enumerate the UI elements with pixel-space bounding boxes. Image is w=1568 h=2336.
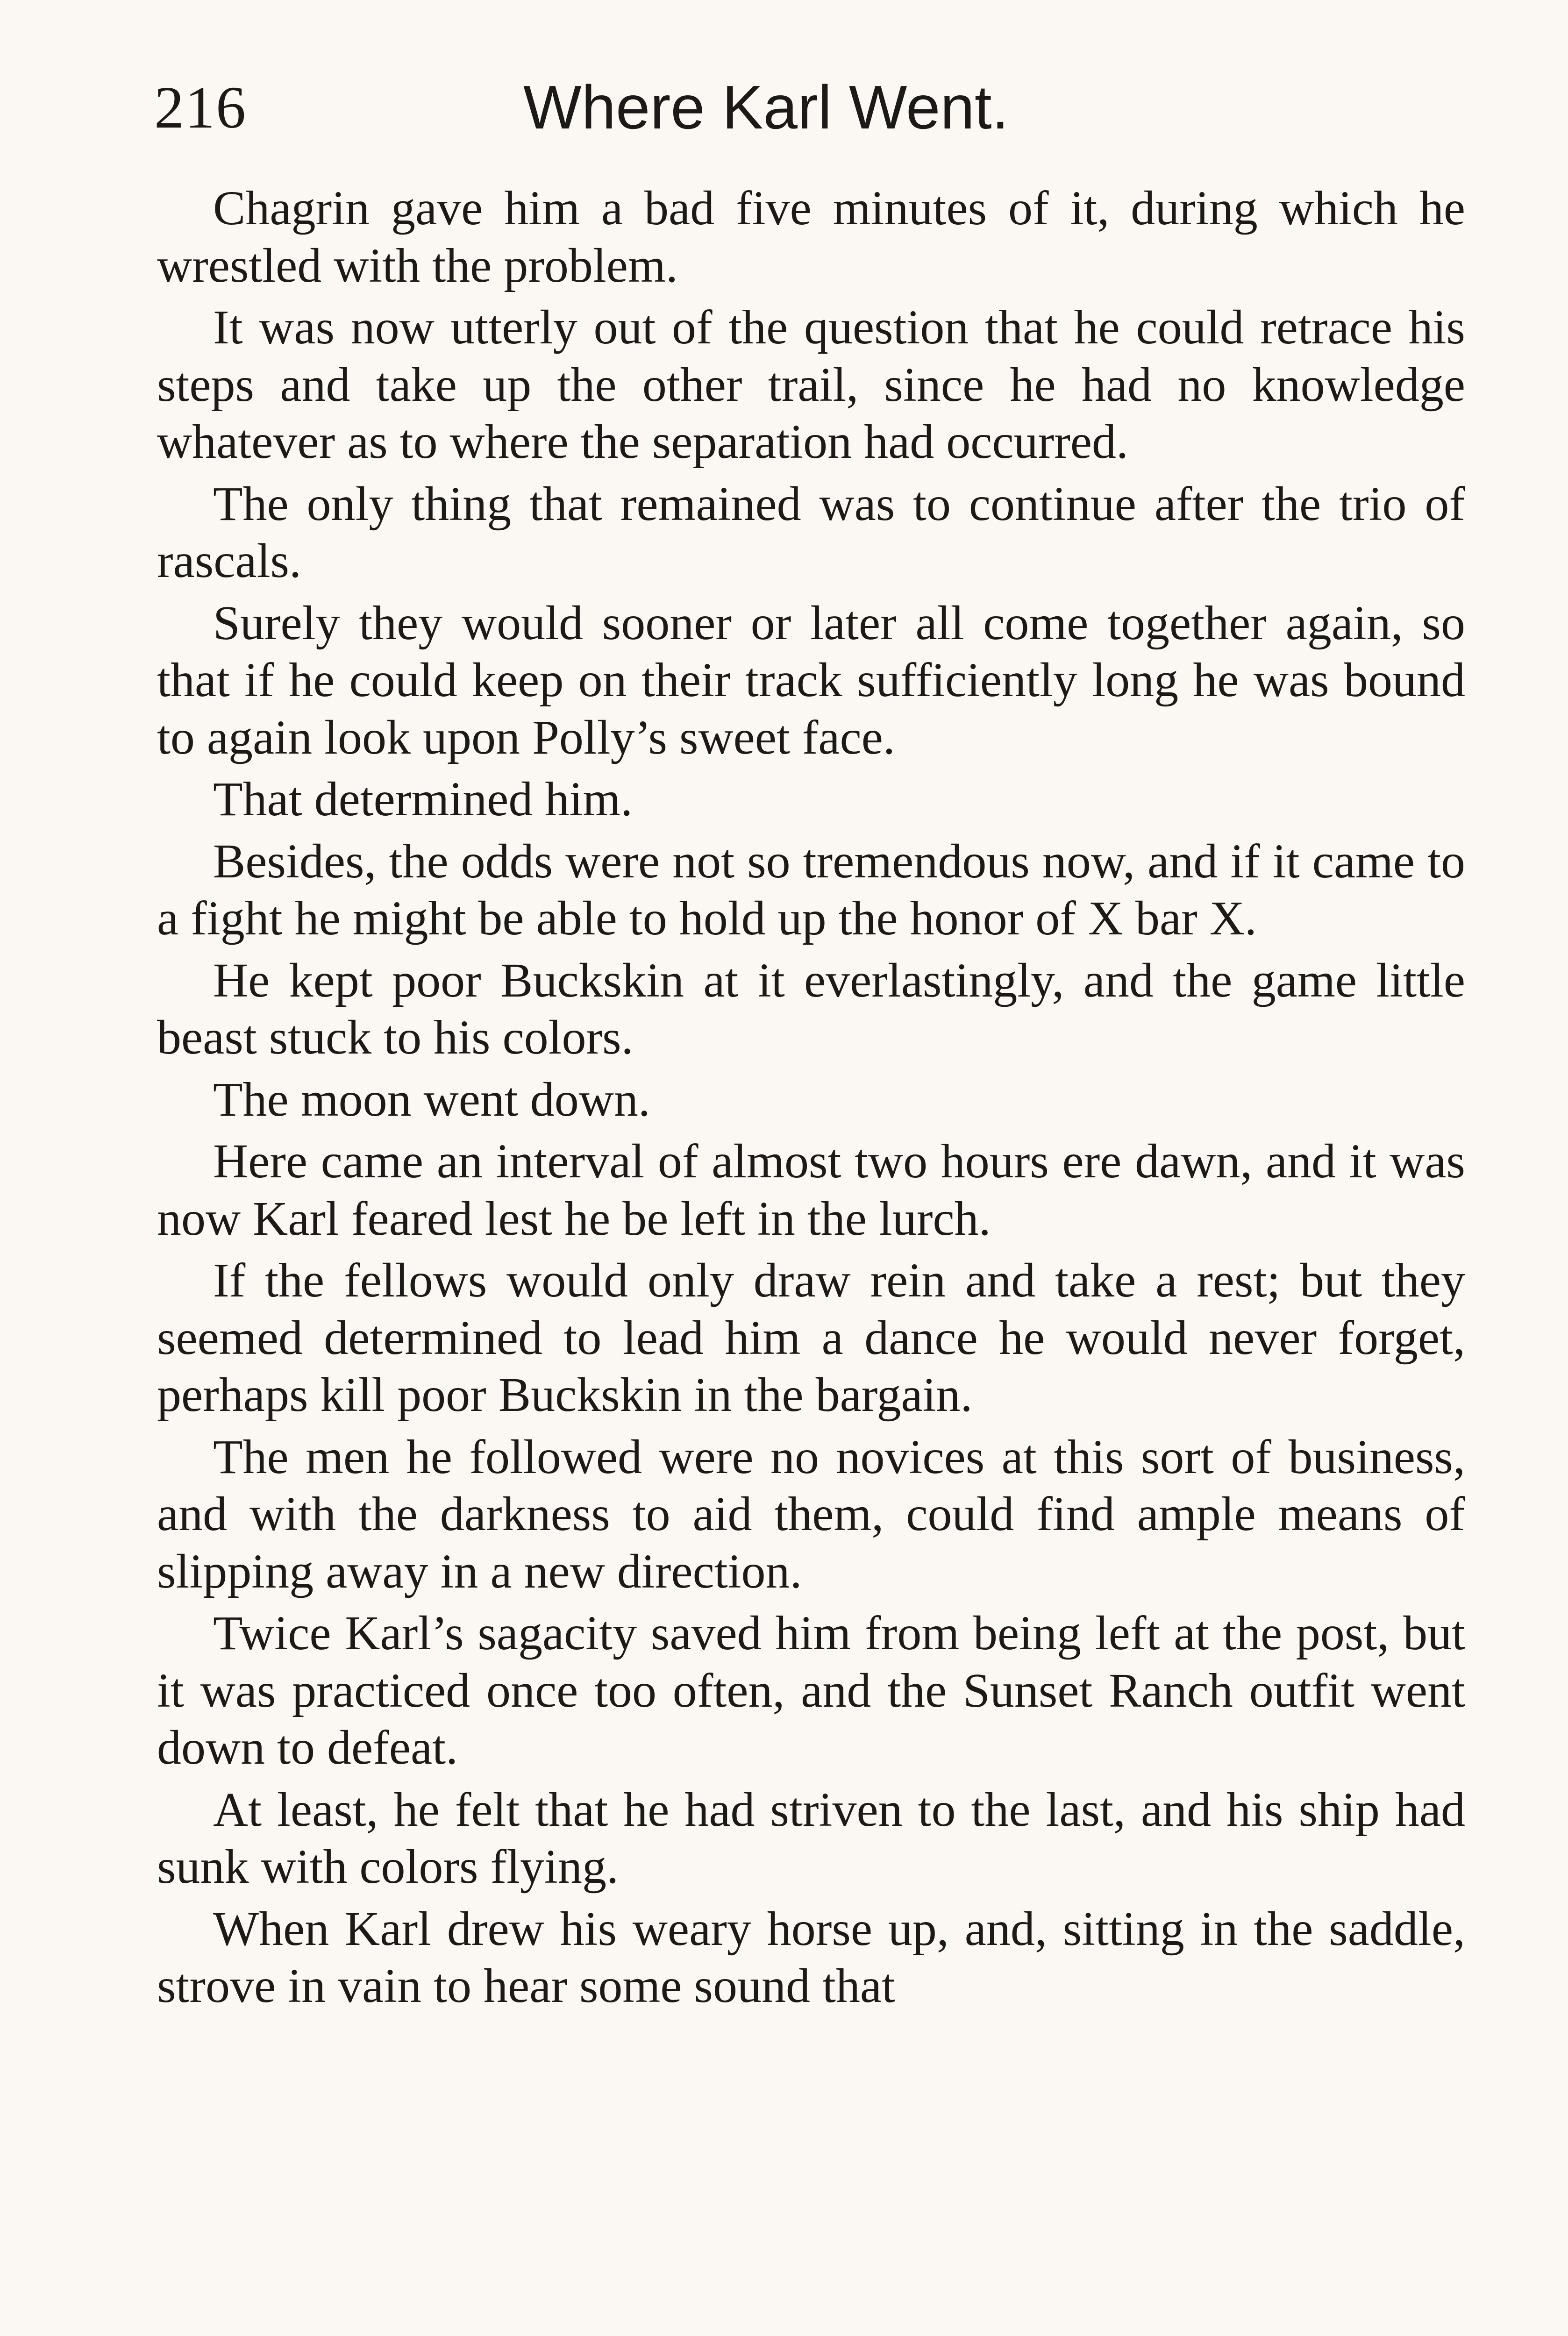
paragraph: Chagrin gave him a bad five minutes of it, during which he wrestled with the problem.: [157, 181, 1465, 292]
paragraph: It was now utterly out of the question that he could retrace his steps and take up the other trail, since he had no knowledge whatever as to where the separation had occurred.: [157, 300, 1465, 469]
paragraph: He kept poor Buckskin at it everlastingly, and the game little beast stuck to his colors.: [157, 953, 1465, 1064]
body-text: [157, 180, 1465, 2020]
running-head: [154, 70, 1472, 145]
paragraph: The only thing that remained was to continue after the trio of rascals.: [157, 477, 1465, 588]
paragraph: Twice Karl’s sagacity saved him from being left at the post, but it was practiced once too often, and the Sunset Ranch outfit went down to defeat.: [157, 1606, 1465, 1774]
page-number: 216: [154, 74, 247, 141]
paragraph: That determined him.: [213, 772, 633, 826]
paragraph: The men he followed were no novices at this sort of business, and with the darkness to aid them, could find ample means of slipping away in a new direction.: [157, 1430, 1465, 1598]
paragraph: If the fellows would only draw rein and take a rest; but they seemed determined to lead him a dance he would never forget, perhaps kill poor Buckskin in the bargain.: [157, 1253, 1465, 1422]
running-title: Where Karl Went.: [523, 73, 1009, 142]
paragraph: At least, he felt that he had striven to the last, and his ship had sunk with colors flying.: [157, 1782, 1465, 1894]
paragraph: Besides, the odds were not so tremendous now, and if it came to a fight he might be able to hold up the honor of X bar X.: [157, 834, 1465, 945]
paragraph: When Karl drew his weary horse up, and, sitting in the saddle, strove in vain to hear some sound that: [157, 1902, 1465, 2013]
paragraph: Surely they would sooner or later all come together again, so that if he could keep on their track sufficiently long he was bound to again look upon Polly’s sweet face.: [157, 596, 1465, 764]
paragraph: Here came an interval of almost two hours ere dawn, and it was now Karl feared lest he be left in the lurch.: [157, 1134, 1465, 1246]
paragraph: The moon went down.: [213, 1072, 650, 1126]
